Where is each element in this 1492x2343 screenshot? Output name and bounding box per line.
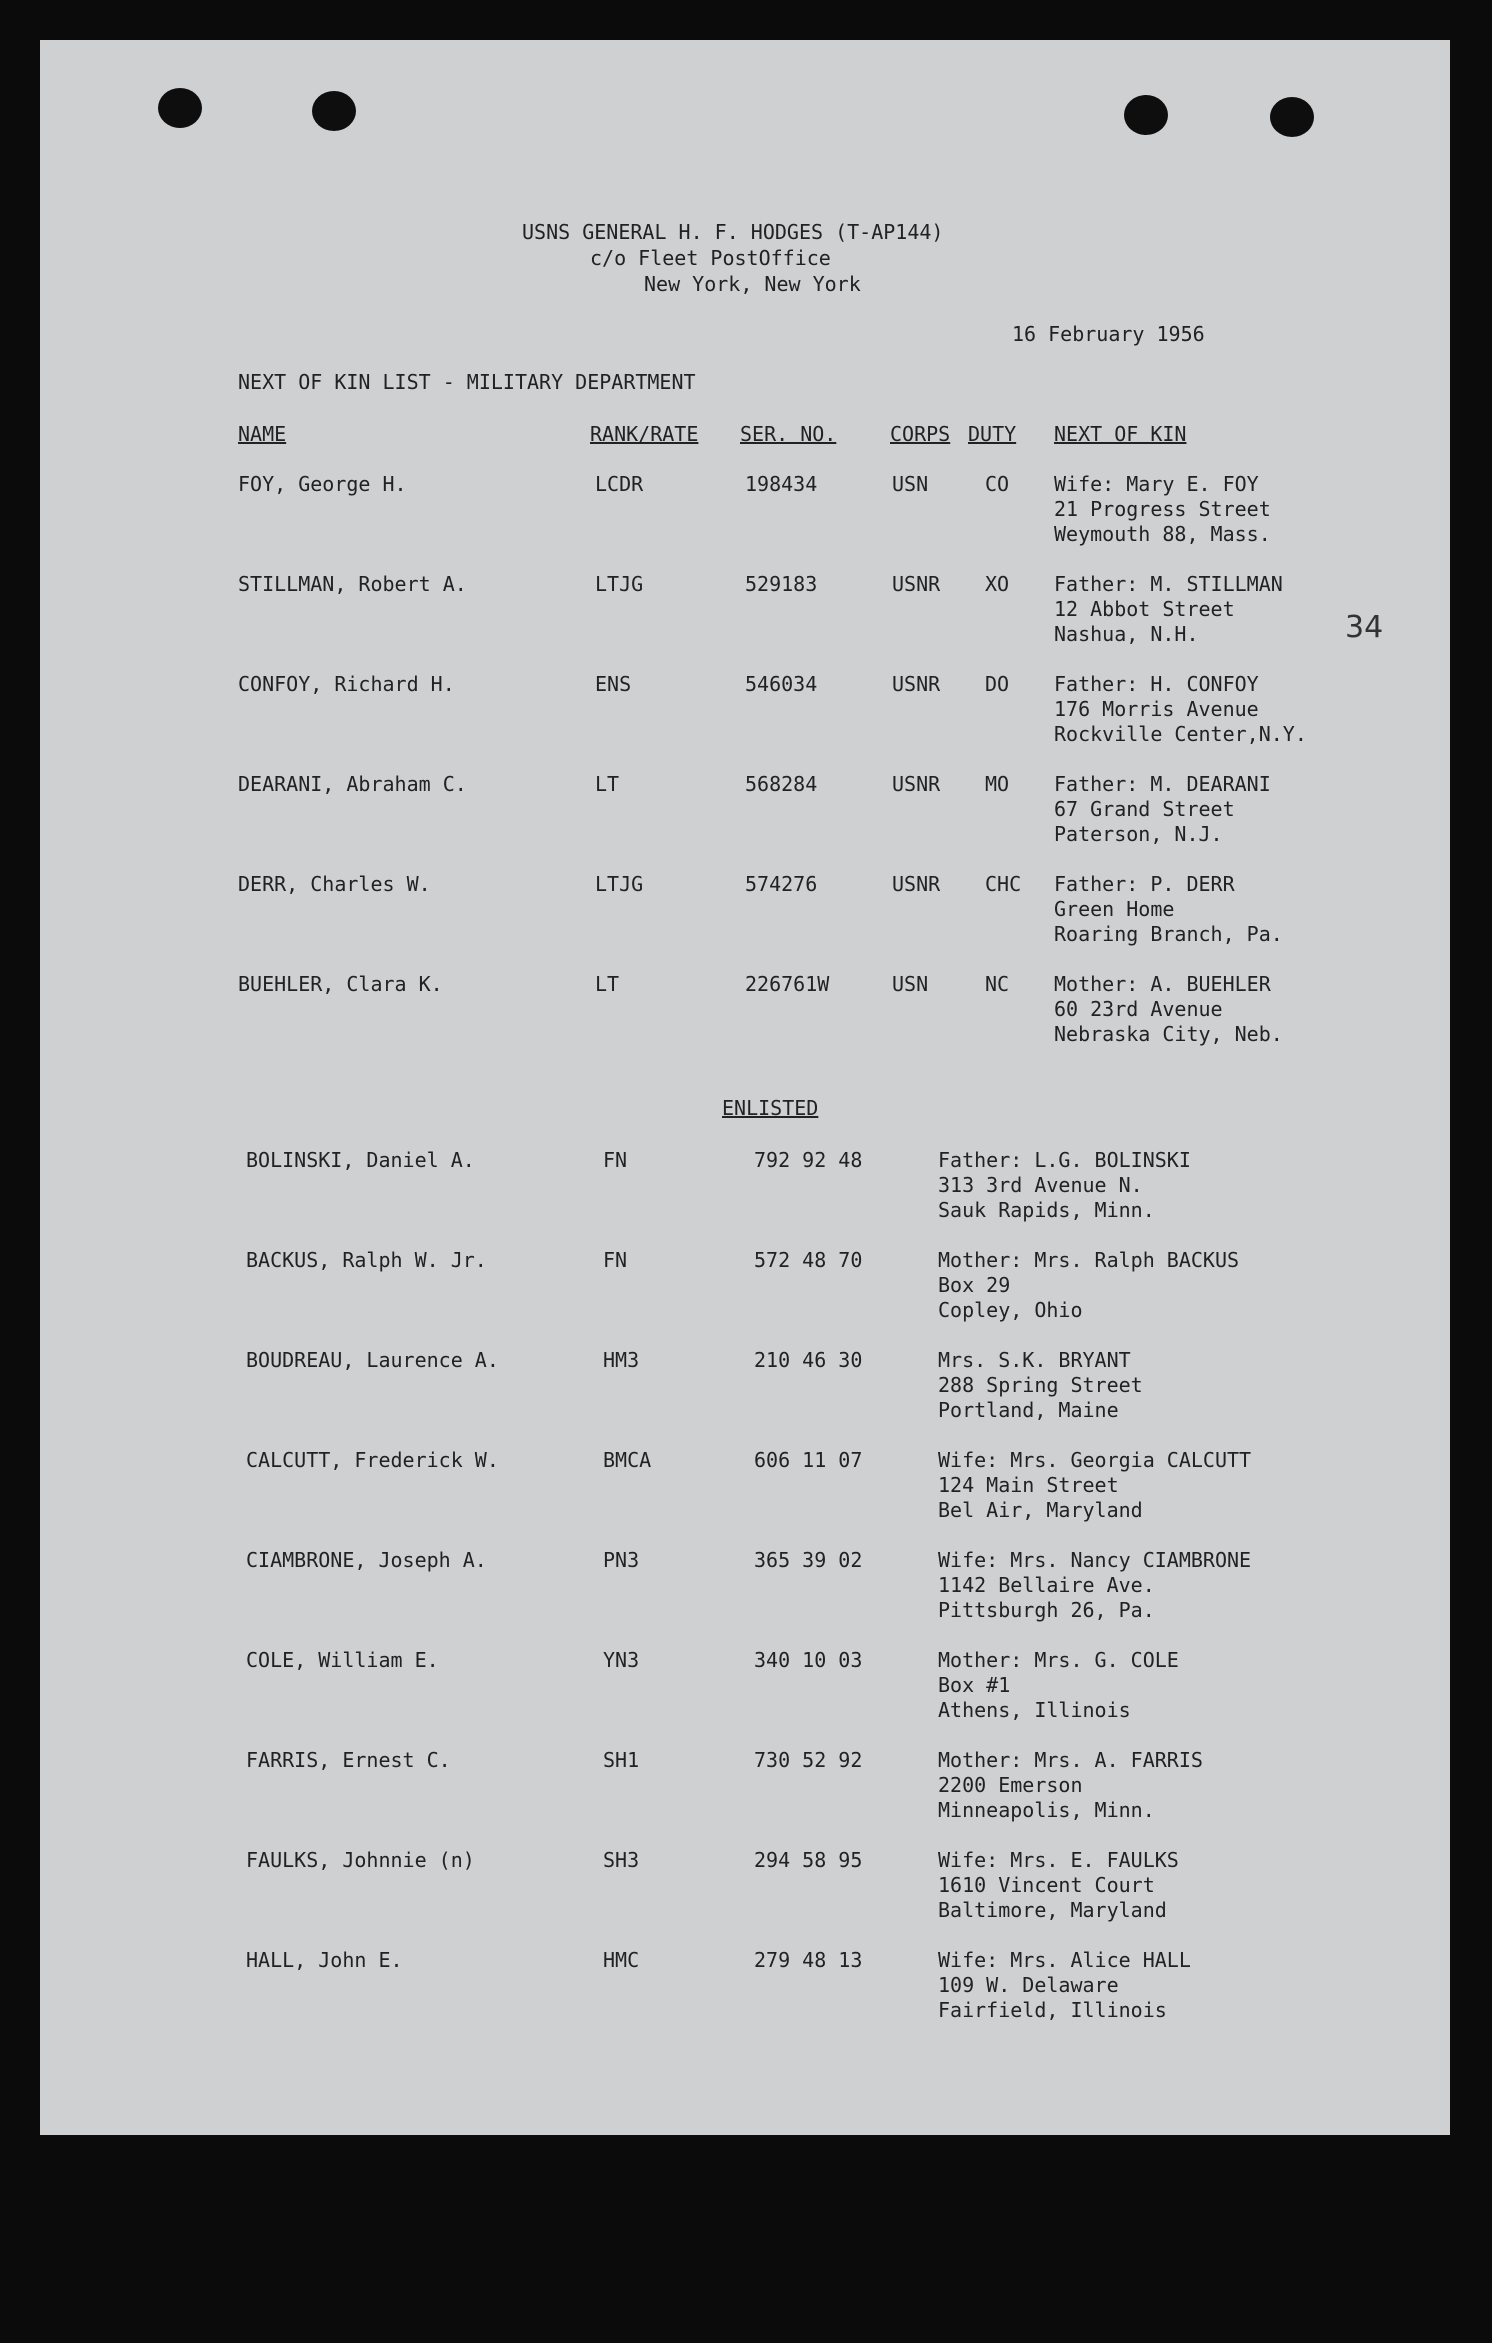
enlisted-rate: FN bbox=[603, 1148, 628, 1172]
enlisted-name: FARRIS, Ernest C. bbox=[246, 1748, 451, 1772]
next-of-kin-line: 1142 Bellaire Ave. bbox=[938, 1573, 1155, 1597]
enlisted-rate: PN3 bbox=[603, 1548, 640, 1572]
officer-name: FOY, George H. bbox=[238, 472, 407, 496]
document-date: 16 February 1956 bbox=[1012, 322, 1205, 346]
officer-corps: USNR bbox=[892, 672, 941, 696]
next-of-kin-line: Father: L.G. BOLINSKI bbox=[938, 1148, 1191, 1172]
column-header-duty: DUTY bbox=[968, 422, 1017, 446]
punch-hole bbox=[312, 91, 356, 131]
officer-duty: MO bbox=[985, 772, 1010, 796]
next-of-kin-line: Athens, Illinois bbox=[938, 1698, 1131, 1722]
next-of-kin-line: 21 Progress Street bbox=[1054, 497, 1271, 521]
next-of-kin-line: Copley, Ohio bbox=[938, 1298, 1083, 1322]
punch-hole bbox=[158, 88, 202, 128]
officer-ser-no: 226761W bbox=[745, 972, 830, 996]
officer-rank: LTJG bbox=[595, 872, 644, 896]
officer-corps: USNR bbox=[892, 772, 941, 796]
enlisted-name: COLE, William E. bbox=[246, 1648, 439, 1672]
officer-corps: USNR bbox=[892, 572, 941, 596]
officer-duty: NC bbox=[985, 972, 1010, 996]
officer-name: CONFOY, Richard H. bbox=[238, 672, 455, 696]
next-of-kin-line: Wife: Mrs. Georgia CALCUTT bbox=[938, 1448, 1252, 1472]
next-of-kin-line: 288 Spring Street bbox=[938, 1373, 1143, 1397]
enlisted-rate: SH1 bbox=[603, 1748, 640, 1772]
next-of-kin-line: 313 3rd Avenue N. bbox=[938, 1173, 1143, 1197]
next-of-kin-line: Wife: Mary E. FOY bbox=[1054, 472, 1259, 496]
next-of-kin-line: 1610 Vincent Court bbox=[938, 1873, 1155, 1897]
next-of-kin-line: 109 W. Delaware bbox=[938, 1973, 1119, 1997]
next-of-kin-line: 2200 Emerson bbox=[938, 1773, 1083, 1797]
officer-ser-no: 546034 bbox=[745, 672, 818, 696]
officer-rank: LTJG bbox=[595, 572, 644, 596]
officer-duty: XO bbox=[985, 572, 1010, 596]
enlisted-ser-no: 792 92 48 bbox=[754, 1148, 863, 1172]
next-of-kin-line: Box #1 bbox=[938, 1673, 1011, 1697]
officer-corps: USN bbox=[892, 972, 929, 996]
enlisted-rate: BMCA bbox=[603, 1448, 652, 1472]
next-of-kin-line: Wife: Mrs. E. FAULKS bbox=[938, 1848, 1179, 1872]
enlisted-ser-no: 365 39 02 bbox=[754, 1548, 863, 1572]
officer-name: STILLMAN, Robert A. bbox=[238, 572, 467, 596]
enlisted-ser-no: 730 52 92 bbox=[754, 1748, 863, 1772]
officer-corps: USN bbox=[892, 472, 929, 496]
column-header-corps: CORPS bbox=[890, 422, 951, 446]
officer-duty: CO bbox=[985, 472, 1010, 496]
next-of-kin-line: Sauk Rapids, Minn. bbox=[938, 1198, 1155, 1222]
enlisted-ser-no: 606 11 07 bbox=[754, 1448, 863, 1472]
margin-number: 34 bbox=[1345, 610, 1384, 645]
next-of-kin-line: Father: M. DEARANI bbox=[1054, 772, 1271, 796]
punch-hole bbox=[1124, 95, 1168, 135]
enlisted-title: ENLISTED bbox=[722, 1096, 819, 1120]
next-of-kin-line: Nashua, N.H. bbox=[1054, 622, 1199, 646]
enlisted-rate: SH3 bbox=[603, 1848, 640, 1872]
enlisted-name: BACKUS, Ralph W. Jr. bbox=[246, 1248, 487, 1272]
next-of-kin-line: Weymouth 88, Mass. bbox=[1054, 522, 1271, 546]
next-of-kin-line: Mother: Mrs. G. COLE bbox=[938, 1648, 1179, 1672]
column-header-nok: NEXT OF KIN bbox=[1054, 422, 1187, 446]
enlisted-rate: HMC bbox=[603, 1948, 640, 1972]
enlisted-name: CIAMBRONE, Joseph A. bbox=[246, 1548, 487, 1572]
next-of-kin-line: Fairfield, Illinois bbox=[938, 1998, 1167, 2022]
next-of-kin-line: Mrs. S.K. BRYANT bbox=[938, 1348, 1131, 1372]
next-of-kin-line: Mother: A. BUEHLER bbox=[1054, 972, 1271, 996]
next-of-kin-line: Father: M. STILLMAN bbox=[1054, 572, 1283, 596]
next-of-kin-line: Wife: Mrs. Alice HALL bbox=[938, 1948, 1191, 1972]
next-of-kin-line: Bel Air, Maryland bbox=[938, 1498, 1143, 1522]
list-title: NEXT OF KIN LIST - MILITARY DEPARTMENT bbox=[238, 370, 696, 394]
enlisted-ser-no: 294 58 95 bbox=[754, 1848, 863, 1872]
enlisted-ser-no: 340 10 03 bbox=[754, 1648, 863, 1672]
next-of-kin-line: Paterson, N.J. bbox=[1054, 822, 1223, 846]
next-of-kin-line: Baltimore, Maryland bbox=[938, 1898, 1167, 1922]
officer-ser-no: 574276 bbox=[745, 872, 818, 896]
next-of-kin-line: Green Home bbox=[1054, 897, 1175, 921]
enlisted-ser-no: 279 48 13 bbox=[754, 1948, 863, 1972]
officer-ser-no: 198434 bbox=[745, 472, 818, 496]
officer-ser-no: 568284 bbox=[745, 772, 818, 796]
column-header-ser: SER. NO. bbox=[740, 422, 837, 446]
next-of-kin-line: Mother: Mrs. Ralph BACKUS bbox=[938, 1248, 1240, 1272]
officer-duty: DO bbox=[985, 672, 1010, 696]
enlisted-rate: FN bbox=[603, 1248, 628, 1272]
letterhead-care-of: c/o Fleet PostOffice bbox=[590, 246, 831, 270]
enlisted-ser-no: 210 46 30 bbox=[754, 1348, 863, 1372]
enlisted-name: BOLINSKI, Daniel A. bbox=[246, 1148, 475, 1172]
next-of-kin-line: Rockville Center,N.Y. bbox=[1054, 722, 1307, 746]
next-of-kin-line: Pittsburgh 26, Pa. bbox=[938, 1598, 1155, 1622]
next-of-kin-line: Roaring Branch, Pa. bbox=[1054, 922, 1283, 946]
next-of-kin-line: 176 Morris Avenue bbox=[1054, 697, 1259, 721]
officer-name: DEARANI, Abraham C. bbox=[238, 772, 467, 796]
enlisted-ser-no: 572 48 70 bbox=[754, 1248, 863, 1272]
document-page bbox=[40, 40, 1450, 2135]
next-of-kin-line: Portland, Maine bbox=[938, 1398, 1119, 1422]
officer-rank: LT bbox=[595, 772, 620, 796]
officer-duty: CHC bbox=[985, 872, 1022, 896]
enlisted-rate: YN3 bbox=[603, 1648, 640, 1672]
next-of-kin-line: 124 Main Street bbox=[938, 1473, 1119, 1497]
officer-rank: ENS bbox=[595, 672, 632, 696]
next-of-kin-line: Box 29 bbox=[938, 1273, 1011, 1297]
next-of-kin-line: 12 Abbot Street bbox=[1054, 597, 1235, 621]
enlisted-name: HALL, John E. bbox=[246, 1948, 403, 1972]
letterhead-city: New York, New York bbox=[644, 272, 861, 296]
officer-corps: USNR bbox=[892, 872, 941, 896]
next-of-kin-line: Father: P. DERR bbox=[1054, 872, 1235, 896]
officer-rank: LCDR bbox=[595, 472, 644, 496]
enlisted-rate: HM3 bbox=[603, 1348, 640, 1372]
next-of-kin-line: 60 23rd Avenue bbox=[1054, 997, 1223, 1021]
next-of-kin-line: Minneapolis, Minn. bbox=[938, 1798, 1155, 1822]
next-of-kin-line: Nebraska City, Neb. bbox=[1054, 1022, 1283, 1046]
enlisted-name: BOUDREAU, Laurence A. bbox=[246, 1348, 499, 1372]
column-header-name: NAME bbox=[238, 422, 287, 446]
next-of-kin-line: Father: H. CONFOY bbox=[1054, 672, 1259, 696]
officer-rank: LT bbox=[595, 972, 620, 996]
enlisted-name: FAULKS, Johnnie (n) bbox=[246, 1848, 475, 1872]
letterhead-ship: USNS GENERAL H. F. HODGES (T-AP144) bbox=[522, 220, 944, 244]
next-of-kin-line: Mother: Mrs. A. FARRIS bbox=[938, 1748, 1203, 1772]
officer-name: BUEHLER, Clara K. bbox=[238, 972, 443, 996]
enlisted-name: CALCUTT, Frederick W. bbox=[246, 1448, 499, 1472]
next-of-kin-line: 67 Grand Street bbox=[1054, 797, 1235, 821]
next-of-kin-line: Wife: Mrs. Nancy CIAMBRONE bbox=[938, 1548, 1252, 1572]
officer-ser-no: 529183 bbox=[745, 572, 818, 596]
punch-hole bbox=[1270, 97, 1314, 137]
officer-name: DERR, Charles W. bbox=[238, 872, 431, 896]
column-header-rank: RANK/RATE bbox=[590, 422, 699, 446]
